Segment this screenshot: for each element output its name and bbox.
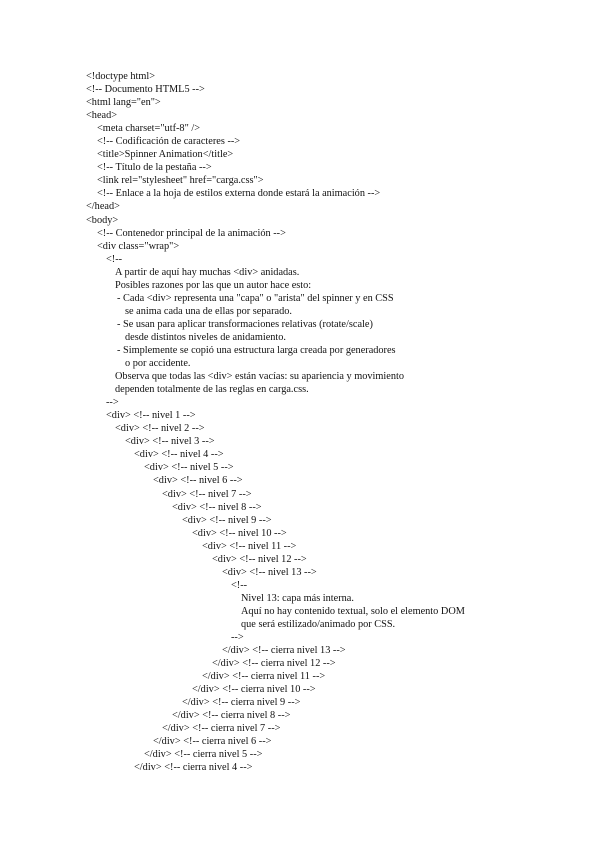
code-line: <link rel="stylesheet" href="carga.css">	[97, 175, 264, 187]
code-line: </div> <!-- cierra nivel 10 -->	[192, 684, 316, 696]
code-line: -->	[231, 632, 244, 644]
code-line: <div> <!-- nivel 3 -->	[125, 436, 215, 448]
code-line: </div> <!-- cierra nivel 7 -->	[162, 723, 281, 735]
code-line: </div> <!-- cierra nivel 4 -->	[134, 762, 253, 774]
code-line: <!-- Documento HTML5 -->	[86, 84, 205, 96]
code-line: </div> <!-- cierra nivel 9 -->	[182, 697, 301, 709]
code-line: <div class="wrap">	[97, 240, 180, 252]
code-line: </div> <!-- cierra nivel 11 -->	[202, 671, 326, 683]
code-line: Nivel 13: capa más interna.	[241, 592, 354, 604]
code-line: <title>Spinner Animation</title>	[97, 149, 234, 161]
code-line: -->	[106, 397, 119, 409]
code-line: desde distintos niveles de anidamiento.	[125, 331, 286, 343]
code-line: <div> <!-- nivel 5 -->	[144, 462, 234, 474]
code-line: A partir de aquí hay muchas <div> anidadas.	[115, 266, 300, 278]
code-line: <!--	[106, 253, 123, 265]
code-line: <head>	[86, 110, 118, 122]
code-line: Observa que todas las <div> están vacías: su apariencia y movimiento	[115, 371, 404, 383]
code-line: <div> <!-- nivel 9 -->	[182, 514, 272, 526]
code-line: <!doctype html>	[86, 71, 156, 82]
code-line: o por accidente.	[125, 358, 191, 370]
code-line: <div> <!-- nivel 13 -->	[222, 566, 317, 578]
code-line: <div> <!-- nivel 12 -->	[212, 553, 307, 565]
code-line: </div> <!-- cierra nivel 8 -->	[172, 710, 291, 722]
code-line: <!-- Contenedor principal de la animación -->	[97, 227, 286, 239]
code-line: Posibles razones por las que un autor hace esto:	[115, 279, 312, 291]
code-line: </div> <!-- cierra nivel 12 -->	[212, 658, 336, 670]
code-line: <div> <!-- nivel 2 -->	[115, 423, 205, 435]
code-line: <div> <!-- nivel 10 -->	[192, 527, 287, 539]
code-line: Aquí no hay contenido textual, solo el elemento DOM	[241, 605, 465, 617]
code-line: <!-- Codificación de caracteres -->	[97, 136, 241, 148]
code-line: - Se usan para aplicar transformaciones relativas (rotate/scale)	[117, 318, 373, 330]
code-line: <div> <!-- nivel 7 -->	[162, 488, 252, 500]
code-line: </div> <!-- cierra nivel 13 -->	[222, 645, 346, 657]
code-line: - Simplemente se copió una estructura larga creada por generadores	[117, 344, 396, 356]
code-line: <html lang="en">	[86, 97, 161, 109]
code-line: <!-- Título de la pestaña -->	[97, 162, 212, 174]
code-line: <div> <!-- nivel 11 -->	[202, 540, 297, 552]
code-line: que será estilizado/animado por CSS.	[241, 618, 396, 630]
code-line: <!--	[231, 579, 248, 591]
code-line: <meta charset="utf-8" />	[97, 123, 201, 135]
code-line: <body>	[86, 214, 119, 226]
code-line: <!-- Enlace a la hoja de estilos externa donde estará la animación -->	[97, 188, 381, 200]
code-line: </div> <!-- cierra nivel 5 -->	[144, 749, 263, 761]
code-document	[86, 70, 586, 775]
code-line: se anima cada una de ellas por separado.	[125, 305, 292, 317]
code-line: - Cada <div> representa una "capa" o "arista" del spinner y en CSS	[117, 292, 394, 304]
code-line: </head>	[86, 201, 120, 213]
code-line: </div> <!-- cierra nivel 6 -->	[153, 736, 272, 748]
code-line: dependen totalmente de las reglas en carga.css.	[115, 384, 309, 396]
code-line: <div> <!-- nivel 4 -->	[134, 449, 224, 461]
code-line: <div> <!-- nivel 1 -->	[106, 410, 196, 422]
code-line: <div> <!-- nivel 6 -->	[153, 475, 243, 487]
code-line: <div> <!-- nivel 8 -->	[172, 501, 262, 513]
